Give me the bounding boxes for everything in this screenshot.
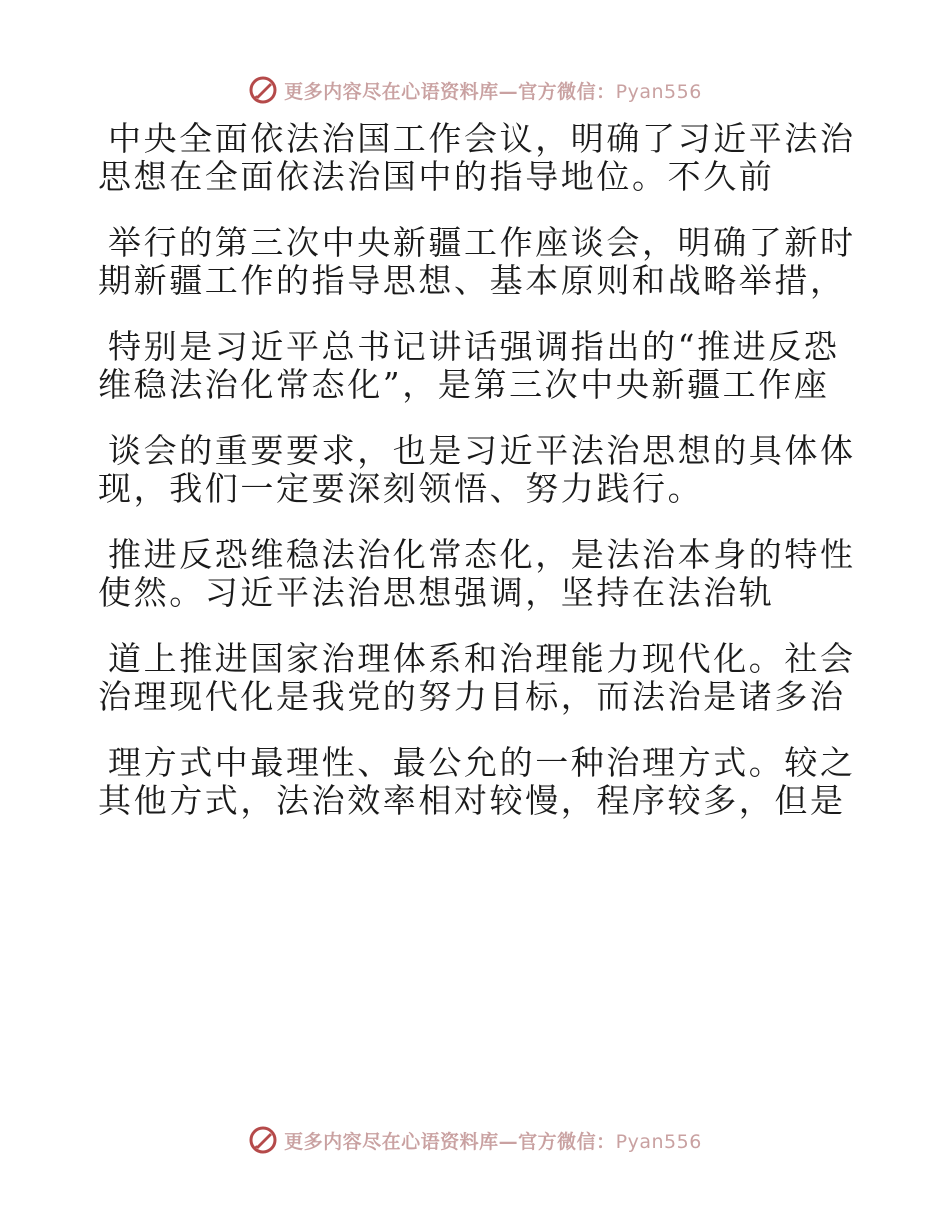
body-line: 推进反恐维稳法治化常态化，是法治本身的特性 — [108, 535, 856, 574]
document-body — [98, 119, 856, 820]
header-watermark-banner — [0, 70, 950, 110]
footer-watermark-banner — [0, 1120, 950, 1160]
body-line: 中央全面依法治国工作会议，明确了习近平法治 — [108, 119, 856, 158]
body-line: 现，我们一定要深刻领悟、努力践行。 — [98, 469, 704, 508]
body-line: 谈会的重要要求，也是习近平法治思想的具体体 — [108, 431, 856, 470]
body-line: 其他方式，法治效率相对较慢，程序较多，但是 — [98, 781, 846, 820]
footer-banner-label: 更多内容尽在心语资料库—官方微信： — [284, 1130, 616, 1153]
header-wechat-id: Pyan556 — [615, 80, 702, 103]
footer-wechat-id: Pyan556 — [615, 1130, 702, 1153]
header-banner-label: 更多内容尽在心语资料库—官方微信： — [284, 80, 616, 103]
footer-banner-text — [284, 1127, 702, 1154]
body-line: 特别是习近平总书记讲话强调指出的“推进反恐 — [108, 327, 840, 366]
body-line: 治理现代化是我党的努力目标，而法治是诸多治 — [98, 677, 846, 716]
quill-logo-icon — [248, 75, 278, 105]
body-line: 维稳法治化常态化”，是第三次中央新疆工作座 — [98, 365, 830, 404]
body-line: 举行的第三次中央新疆工作座谈会，明确了新时 — [108, 223, 856, 262]
body-line: 理方式中最理性、最公允的一种治理方式。较之 — [108, 743, 856, 782]
body-line: 使然。习近平法治思想强调，坚持在法治轨 — [98, 573, 775, 612]
body-line: 期新疆工作的指导思想、基本原则和战略举措， — [98, 261, 846, 300]
body-line: 思想在全面依法治国中的指导地位。不久前 — [98, 157, 775, 196]
quill-logo-icon — [248, 1125, 278, 1155]
body-line: 道上推进国家治理体系和治理能力现代化。社会 — [108, 639, 856, 678]
header-banner-text — [284, 77, 702, 104]
